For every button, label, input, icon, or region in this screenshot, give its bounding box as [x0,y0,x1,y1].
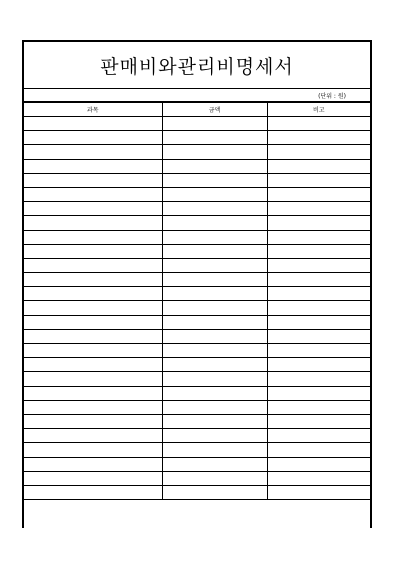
remarks-cell[interactable] [267,471,370,485]
account-cell[interactable] [24,400,162,414]
table-row [24,358,370,372]
account-cell[interactable] [24,145,162,159]
table-row [24,443,370,457]
amount-cell[interactable] [162,414,267,428]
remarks-cell[interactable] [267,485,370,499]
account-cell[interactable] [24,117,162,131]
amount-cell[interactable] [162,216,267,230]
remarks-cell[interactable] [267,429,370,443]
amount-cell[interactable] [162,173,267,187]
remarks-cell[interactable] [267,344,370,358]
amount-cell[interactable] [162,117,267,131]
remarks-cell[interactable] [267,131,370,145]
table-row [24,145,370,159]
table-row [24,244,370,258]
table-row [24,372,370,386]
amount-cell[interactable] [162,258,267,272]
account-cell[interactable] [24,202,162,216]
header-account: 과목 [24,103,162,117]
table-body [24,117,370,500]
amount-cell[interactable] [162,287,267,301]
table-row [24,131,370,145]
statement-sheet [22,40,372,528]
table-row [24,230,370,244]
remarks-cell[interactable] [267,372,370,386]
account-cell[interactable] [24,301,162,315]
table-row [24,159,370,173]
account-cell[interactable] [24,429,162,443]
amount-cell[interactable] [162,244,267,258]
table-row [24,457,370,471]
table-row [24,400,370,414]
account-cell[interactable] [24,329,162,343]
table-row [24,344,370,358]
account-cell[interactable] [24,273,162,287]
unit-label: (단위 : 원) [318,93,346,100]
amount-cell[interactable] [162,443,267,457]
remarks-cell[interactable] [267,258,370,272]
table-row [24,187,370,201]
amount-cell[interactable] [162,159,267,173]
amount-cell[interactable] [162,131,267,145]
amount-cell[interactable] [162,471,267,485]
account-cell[interactable] [24,315,162,329]
account-cell[interactable] [24,358,162,372]
amount-cell[interactable] [162,400,267,414]
amount-cell[interactable] [162,187,267,201]
remarks-cell[interactable] [267,244,370,258]
table-row [24,117,370,131]
amount-cell[interactable] [162,344,267,358]
table-row [24,414,370,428]
remarks-cell[interactable] [267,358,370,372]
account-cell[interactable] [24,216,162,230]
expense-table [24,102,370,500]
title-box [24,42,370,89]
account-cell[interactable] [24,443,162,457]
table-row [24,329,370,343]
amount-cell[interactable] [162,315,267,329]
remarks-cell[interactable] [267,414,370,428]
account-cell[interactable] [24,230,162,244]
remarks-cell[interactable] [267,400,370,414]
account-cell[interactable] [24,344,162,358]
amount-cell[interactable] [162,202,267,216]
header-row [24,103,370,117]
remarks-cell[interactable] [267,273,370,287]
table-row [24,258,370,272]
amount-cell[interactable] [162,457,267,471]
amount-cell[interactable] [162,386,267,400]
table-row [24,429,370,443]
account-cell[interactable] [24,131,162,145]
remarks-cell[interactable] [267,117,370,131]
account-cell[interactable] [24,386,162,400]
amount-cell[interactable] [162,301,267,315]
table-row [24,485,370,499]
amount-cell[interactable] [162,429,267,443]
remarks-cell[interactable] [267,315,370,329]
account-cell[interactable] [24,457,162,471]
remarks-cell[interactable] [267,386,370,400]
header-remarks: 비고 [267,103,370,117]
table-row [24,273,370,287]
table-row [24,315,370,329]
remarks-cell[interactable] [267,159,370,173]
remarks-cell[interactable] [267,216,370,230]
account-cell[interactable] [24,471,162,485]
remarks-cell[interactable] [267,287,370,301]
table-row [24,173,370,187]
header-amount: 금액 [162,103,267,117]
amount-cell[interactable] [162,372,267,386]
account-cell[interactable] [24,173,162,187]
table-row [24,287,370,301]
remarks-cell[interactable] [267,202,370,216]
account-cell[interactable] [24,414,162,428]
amount-cell[interactable] [162,485,267,499]
remarks-cell[interactable] [267,457,370,471]
account-cell[interactable] [24,372,162,386]
table-row [24,216,370,230]
amount-cell[interactable] [162,230,267,244]
unit-row [24,88,370,102]
account-cell[interactable] [24,258,162,272]
amount-cell[interactable] [162,145,267,159]
account-cell[interactable] [24,187,162,201]
remarks-cell[interactable] [267,173,370,187]
table-row [24,471,370,485]
table-row [24,386,370,400]
amount-cell[interactable] [162,329,267,343]
table-row [24,301,370,315]
remarks-cell[interactable] [267,187,370,201]
remarks-cell[interactable] [267,443,370,457]
table-row [24,202,370,216]
account-cell[interactable] [24,159,162,173]
account-cell[interactable] [24,287,162,301]
remarks-cell[interactable] [267,230,370,244]
account-cell[interactable] [24,244,162,258]
document-title: 판매비와관리비명세서 [100,55,294,78]
remarks-cell[interactable] [267,145,370,159]
account-cell[interactable] [24,485,162,499]
amount-cell[interactable] [162,273,267,287]
amount-cell[interactable] [162,358,267,372]
remarks-cell[interactable] [267,329,370,343]
remarks-cell[interactable] [267,301,370,315]
